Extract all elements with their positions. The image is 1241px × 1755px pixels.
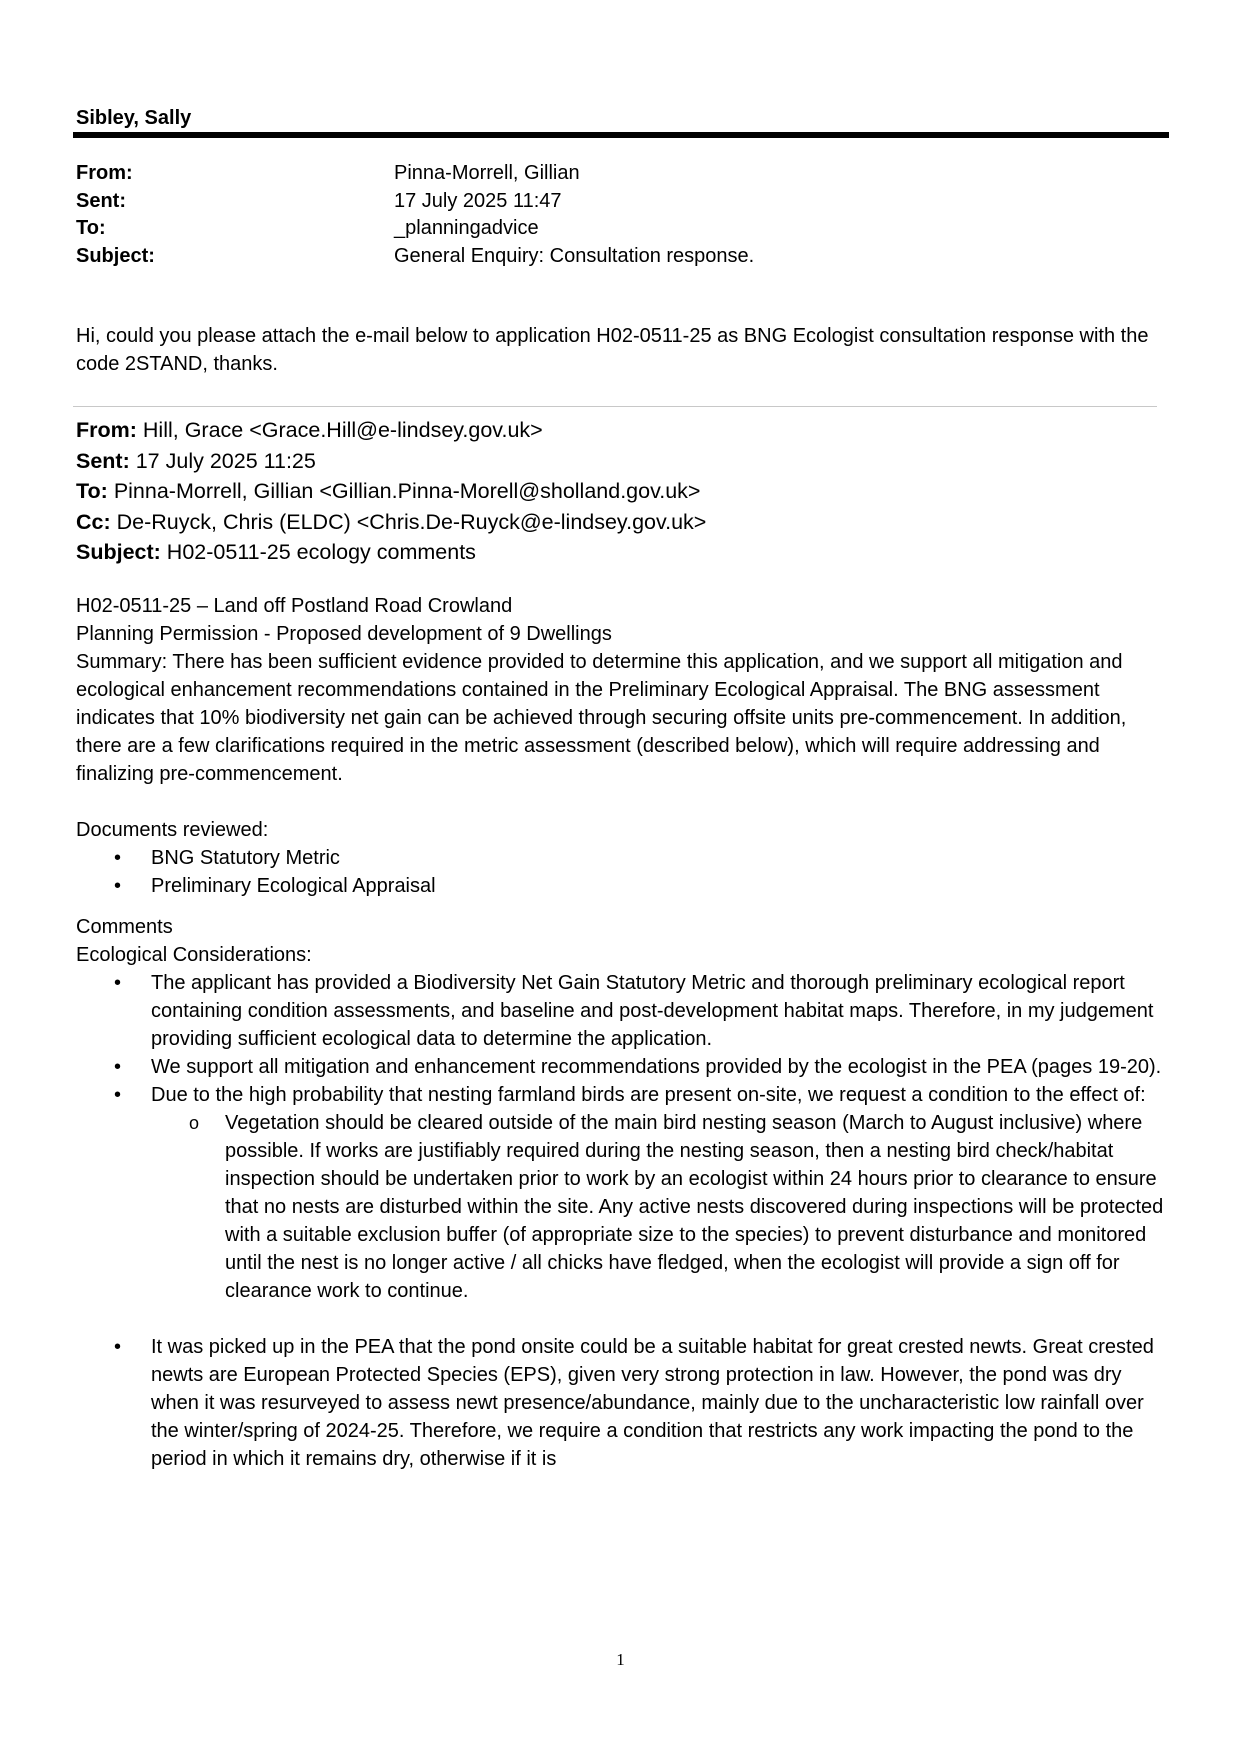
- header-subject-label: Subject:: [76, 244, 155, 267]
- list-item: o Vegetation should be cleared outside of the main bird nesting season (March to August inclusive) where possible. If works are justifiably required during the nesting season, then a nesting bird check/habitat inspection should be undertaken prior to work by an ecologist within 24 hours prior to clearance to ensure that no nests are disturbed within the site. Any active nests discovered during inspections will be protected with a suitable exclusion buffer (of appropriate size to the species) to prevent disturbance and monitored until the nest is no longer active / all chicks have fledged, when the ecologist will provide a sign off for clearance work to continue.: [151, 1109, 1164, 1305]
- summary-paragraph: Summary: There has been sufficient evidence provided to determine this application, and we support all mitigation and ecological enhancement recommendations contained in the Preliminary Ecological Appraisal. The BNG assessment indicates that 10% biodiversity net gain can be achieved through securing offsite units pre-commencement. In addition, there are a few clarifications required in the metric assessment (described below), which will require addressing and finalizing pre-commencement.: [76, 651, 1127, 785]
- forwarded-header: [76, 415, 1166, 568]
- ecological-list-continued: [76, 1333, 1164, 1473]
- bird-condition-sublist: [151, 1109, 1164, 1305]
- documents-list: [76, 844, 1164, 900]
- fwd-to-value: Pinna-Morrell, Gillian <Gillian.Pinna-Morell@sholland.gov.uk>: [107, 479, 701, 503]
- fwd-subject-label: Subject:: [76, 540, 161, 564]
- reference-line: H02-0511-25 – Land off Postland Road Crowland: [76, 595, 513, 617]
- mailbox-owner-name: Sibley, Sally: [76, 107, 192, 129]
- header-subject-row: [76, 243, 1156, 271]
- header-sent-label: Sent:: [76, 189, 126, 212]
- message-body: [76, 592, 1164, 1473]
- ecological-heading: Ecological Considerations:: [76, 944, 312, 966]
- fwd-from-row: [76, 415, 1166, 446]
- fwd-from-label: From:: [76, 418, 137, 442]
- intro-message: Hi, could you please attach the e-mail below to application H02-0511-25 as BNG Ecologist consultation response with the code 2STAND, thanks.: [76, 325, 1149, 375]
- header-to-row: [76, 215, 1156, 243]
- header-rule: [73, 132, 1169, 138]
- fwd-to-row: [76, 476, 1166, 507]
- fwd-subject-value: H02-0511-25 ecology comments: [160, 540, 476, 564]
- fwd-sent-value: 17 July 2025 11:25: [129, 448, 316, 473]
- comments-heading: Comments: [76, 916, 173, 938]
- fwd-cc-value: De-Ruyck, Chris (ELDC) <Chris.De-Ruyck@e-lindsey.gov.uk>: [110, 509, 707, 534]
- list-item: • Preliminary Ecological Appraisal: [76, 872, 1164, 900]
- page-number: 1: [616, 1650, 625, 1669]
- list-item: • It was picked up in the PEA that the pond onsite could be a suitable habitat for great crested newts. Great crested newts are European Protected Species (EPS), given very strong protection in law. However, the pond was dry when it was resurveyed to assess newt presence/abundance, mainly due to the uncharacteristic low rainfall over the winter/spring of 2024-25. Therefore, we require a condition that restricts any work impacting the pond to the period in which it remains dry, otherwise if it is: [76, 1333, 1164, 1473]
- fwd-cc-row: [76, 507, 1166, 538]
- list-item: [76, 1081, 1164, 1305]
- fwd-sent-row: [76, 446, 1166, 477]
- header-from-value: Pinna-Morrell, Gillian: [394, 162, 580, 184]
- header-to-value: _planningadvice: [394, 217, 539, 239]
- fwd-to-label: To:: [76, 479, 108, 503]
- header-from-row: [76, 160, 1156, 188]
- header-from-label: From:: [76, 162, 133, 184]
- header-sent-row: [76, 188, 1156, 216]
- fwd-from-value: Hill, Grace <Grace.Hill@e-lindsey.gov.uk>: [136, 418, 543, 442]
- list-item: • The applicant has provided a Biodiversity Net Gain Statutory Metric and thorough preliminary ecological report containing condition assessments, and baseline and post-development habitat maps. Therefore, in my judgement providing sufficient ecological data to determine the application.: [76, 969, 1164, 1053]
- header-to-label: To:: [76, 217, 106, 239]
- message-divider: [73, 406, 1157, 407]
- fwd-sent-label: Sent:: [76, 448, 130, 473]
- documents-heading: Documents reviewed:: [76, 819, 269, 841]
- ecological-list: [76, 969, 1164, 1305]
- fwd-subject-row: [76, 537, 1166, 568]
- header-sent-value: 17 July 2025 11:47: [394, 189, 562, 212]
- header-subject-value: General Enquiry: Consultation response.: [394, 244, 755, 267]
- permission-line: Planning Permission - Proposed development of 9 Dwellings: [76, 623, 612, 645]
- bird-condition-intro: Due to the high probability that nesting farmland birds are present on-site, we request a condition to the effect of:: [151, 1084, 1146, 1106]
- list-item: • BNG Statutory Metric: [76, 844, 1164, 872]
- fwd-cc-label: Cc:: [76, 509, 111, 534]
- list-item: • We support all mitigation and enhancement recommendations provided by the ecologist in the PEA (pages 19-20).: [76, 1053, 1164, 1081]
- email-header: [76, 160, 1156, 270]
